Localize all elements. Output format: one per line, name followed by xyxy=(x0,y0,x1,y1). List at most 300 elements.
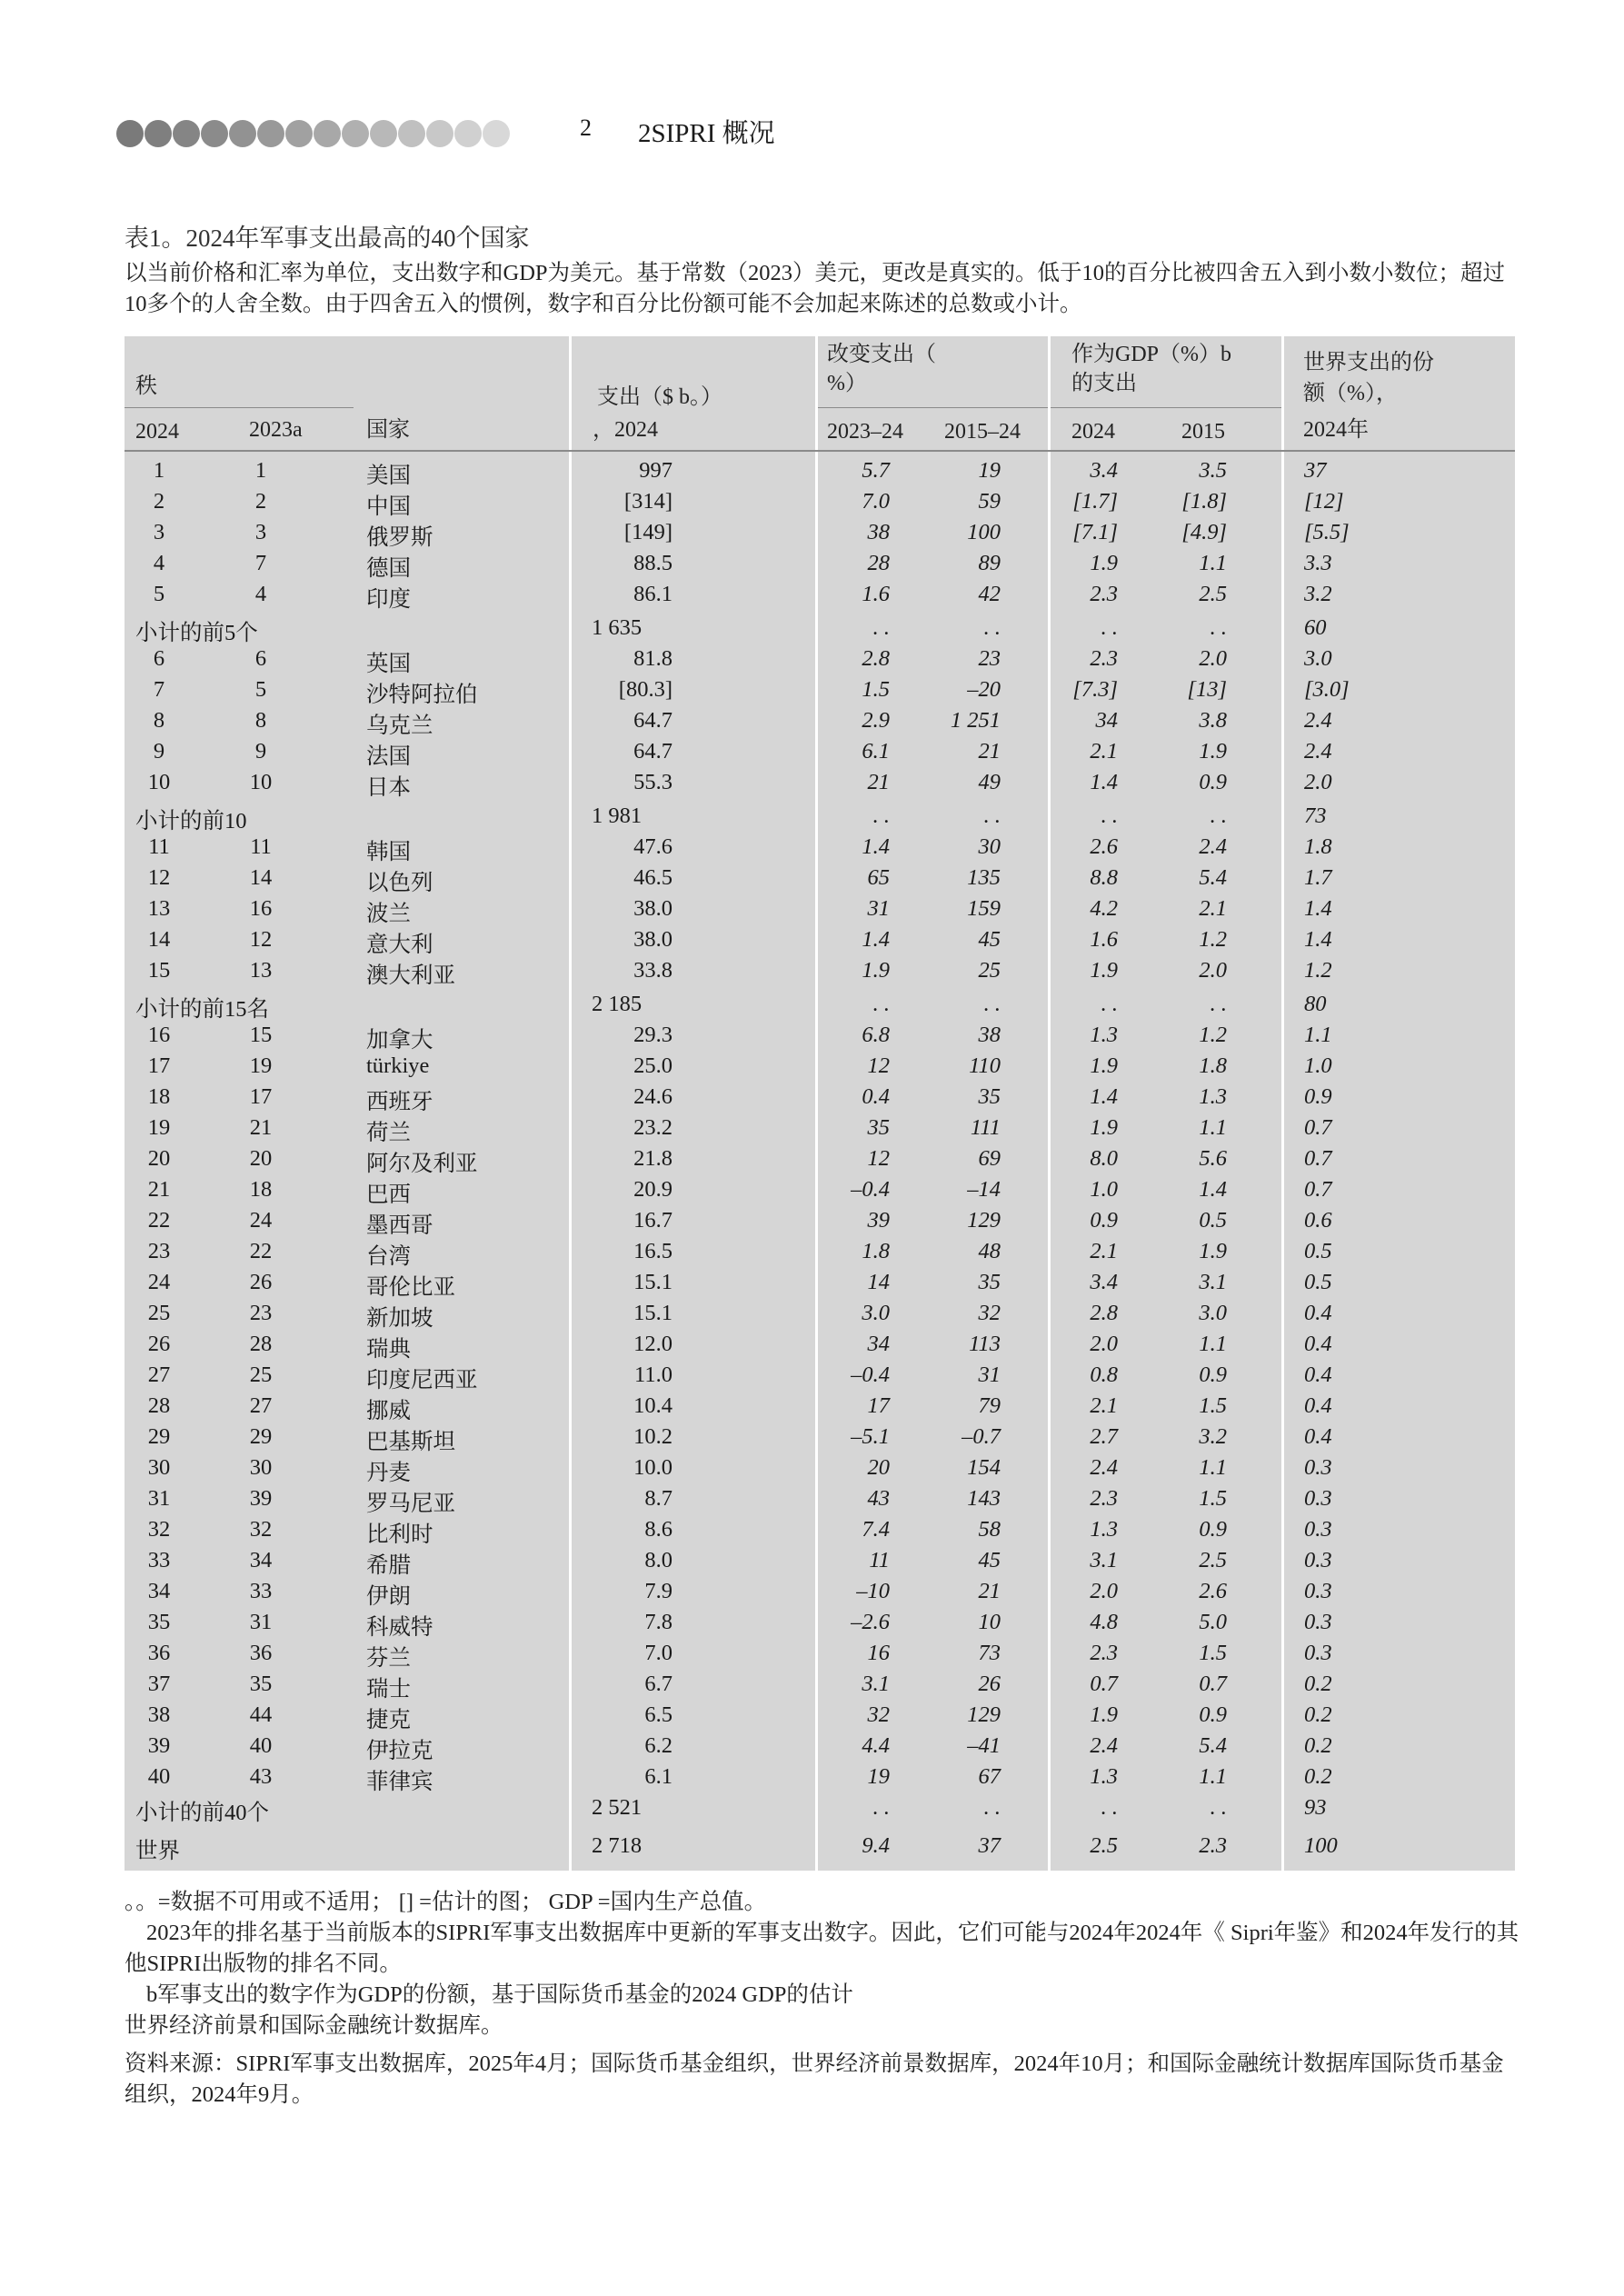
rank-2023: 11 xyxy=(250,834,272,859)
gdp-share-2024: 2.4 xyxy=(1090,1733,1118,1758)
change-2023-24: 32 xyxy=(867,1702,890,1727)
rank-2024: 39 xyxy=(147,1733,171,1758)
country-name: 瑞士 xyxy=(366,1677,411,1702)
table-row xyxy=(125,517,1515,548)
rank-2023: 13 xyxy=(249,958,273,983)
table-row xyxy=(125,486,1515,517)
gdp-share-2015: 5.0 xyxy=(1199,1610,1227,1634)
world-share: 93 xyxy=(1304,1795,1327,1820)
rank-2024: 26 xyxy=(147,1332,171,1356)
rank-2024: 23 xyxy=(147,1239,171,1263)
change-2023-24: 12 xyxy=(867,1053,890,1078)
change-2023-24: 6.1 xyxy=(862,739,890,764)
rank-2024: 27 xyxy=(147,1363,171,1387)
gdp-share-2024: 1.9 xyxy=(1090,1115,1118,1140)
gdp-share-2024: 1.0 xyxy=(1090,1177,1118,1202)
change-2015-24: 48 xyxy=(978,1239,1001,1263)
world-share: 1.4 xyxy=(1304,896,1332,921)
gdp-share-2015: 1.2 xyxy=(1199,1023,1227,1047)
world-share: 0.3 xyxy=(1304,1517,1332,1542)
rank-2023: 7 xyxy=(254,551,267,575)
spending-value: 1 981 xyxy=(592,804,643,828)
country-name: 加拿大 xyxy=(366,1028,433,1053)
spending-value: 1 635 xyxy=(592,615,643,640)
change-2015-24: 21 xyxy=(978,739,1001,764)
header-rule xyxy=(818,407,1048,408)
change-2023-24: 6.8 xyxy=(862,1023,890,1047)
rank-2024: 37 xyxy=(147,1672,171,1696)
change-2023-24: 65 xyxy=(867,865,890,890)
spending-value: 10.2 xyxy=(633,1424,673,1449)
world-share: 0.5 xyxy=(1304,1270,1332,1294)
world-share: 0.3 xyxy=(1304,1641,1332,1665)
world-share: 0.7 xyxy=(1304,1115,1332,1140)
change-2015-24: 42 xyxy=(978,582,1001,606)
table-row xyxy=(125,548,1515,579)
decorative-dot xyxy=(342,120,369,147)
rank-2024: 24 xyxy=(147,1270,171,1294)
change-2015-24: . . xyxy=(983,804,1001,828)
gdp-share-2015: 0.9 xyxy=(1199,1363,1227,1387)
change-2015-24: 30 xyxy=(978,834,1001,859)
change-2015-24: 26 xyxy=(978,1672,1001,1696)
country-name: 菲律宾 xyxy=(366,1770,433,1794)
change-2023-24: –0.4 xyxy=(851,1177,890,1202)
gdp-share-2015: 3.2 xyxy=(1199,1424,1227,1449)
spending-table xyxy=(125,336,1515,1871)
table-row xyxy=(125,1051,1515,1082)
decorative-dot xyxy=(229,120,256,147)
change-2015-24: 110 xyxy=(969,1053,1001,1078)
rank-2023: 35 xyxy=(249,1672,273,1696)
country-name: 罗马尼亚 xyxy=(366,1492,455,1516)
gdp-share-2015: 2.5 xyxy=(1199,1548,1227,1572)
change-2015-24: 45 xyxy=(978,927,1001,952)
spending-value: 21.8 xyxy=(633,1146,673,1171)
change-2015-24: –41 xyxy=(967,1733,1001,1758)
header-spending-line2: ，2024 xyxy=(593,418,658,442)
running-title: 2SIPRI 概况 xyxy=(638,119,775,148)
rank-2023: 40 xyxy=(249,1733,273,1758)
gdp-share-2015: 1.1 xyxy=(1199,1455,1227,1480)
subtotal-label: 世界 xyxy=(135,1839,180,1863)
table-row xyxy=(125,455,1515,486)
change-2015-24: 79 xyxy=(978,1393,1001,1418)
gdp-share-2024: 2.6 xyxy=(1090,834,1118,859)
world-share: 100 xyxy=(1304,1833,1338,1858)
footnote-b-line2: 世界经济前景和国际金融统计数据库。 xyxy=(125,2013,503,2038)
change-2015-24: 10 xyxy=(978,1610,1001,1634)
change-2023-24: –5.1 xyxy=(851,1424,890,1449)
rank-2024: 11 xyxy=(148,834,170,859)
gdp-share-2015: 2.6 xyxy=(1199,1579,1227,1603)
change-2015-24: 58 xyxy=(978,1517,1001,1542)
gdp-share-2024: 2.3 xyxy=(1090,1641,1118,1665)
change-2015-24: –0.7 xyxy=(961,1424,1001,1449)
gdp-share-2015: . . xyxy=(1210,615,1227,640)
header-country: 国家 xyxy=(366,418,410,442)
change-2015-24: 159 xyxy=(967,896,1001,921)
gdp-share-2015: 1.1 xyxy=(1199,1332,1227,1356)
header-share-line3: 2024年 xyxy=(1303,418,1369,442)
gdp-share-2024: 0.8 xyxy=(1090,1363,1118,1387)
header-rank: 秩 xyxy=(135,374,157,398)
gdp-share-2015: [4.9] xyxy=(1181,520,1227,544)
table-row xyxy=(125,955,1515,986)
table-description: 以当前价格和汇率为单位，支出数字和GDP为美元。基于常数（2023）美元，更改是真实的。低于10的百分比被四舍五入到小数小数位；超过10多个的人舍全数。由于四舍五入的惯例，数字和百分比份额可能不会加起来陈述的总数或小计。 xyxy=(125,261,1506,316)
rank-2023: 19 xyxy=(249,1053,273,1078)
spending-value: 47.6 xyxy=(633,834,673,859)
gdp-share-2024: 1.3 xyxy=(1090,1023,1118,1047)
gdp-share-2015: 1.9 xyxy=(1199,739,1227,764)
rank-2023: 3 xyxy=(254,520,267,544)
gdp-share-2024: 2.3 xyxy=(1090,582,1118,606)
rank-2023: 9 xyxy=(254,739,267,764)
table-row xyxy=(125,674,1515,705)
gdp-share-2024: 2.0 xyxy=(1090,1579,1118,1603)
world-share: 3.0 xyxy=(1304,646,1332,671)
world-share: 1.0 xyxy=(1304,1053,1332,1078)
gdp-share-2024: 4.2 xyxy=(1090,896,1118,921)
change-2023-24: 39 xyxy=(867,1208,890,1233)
world-share: [5.5] xyxy=(1304,520,1350,544)
spending-value: 24.6 xyxy=(633,1084,673,1109)
rank-2024: 31 xyxy=(147,1486,171,1511)
rank-2024: 28 xyxy=(147,1393,171,1418)
table-row xyxy=(125,1020,1515,1051)
rank-2024: 13 xyxy=(147,896,171,921)
country-name: 美国 xyxy=(366,464,411,488)
rank-2024: 12 xyxy=(147,865,171,890)
table-row xyxy=(125,736,1515,767)
country-name: 法国 xyxy=(366,744,411,769)
table-row xyxy=(125,1143,1515,1174)
decorative-dot xyxy=(483,120,510,147)
world-share: 0.2 xyxy=(1304,1764,1332,1789)
rank-2023: 44 xyxy=(249,1702,273,1727)
spending-value: 2 521 xyxy=(592,1795,643,1820)
gdp-share-2024: 2.3 xyxy=(1090,646,1118,671)
decorative-dot xyxy=(426,120,453,147)
gdp-share-2024: 34 xyxy=(1095,708,1118,733)
gdp-share-2024: 1.9 xyxy=(1090,551,1118,575)
table-row xyxy=(125,893,1515,924)
rank-2023: 15 xyxy=(249,1023,273,1047)
change-2023-24: 1.4 xyxy=(862,927,890,952)
world-share: 0.4 xyxy=(1304,1393,1332,1418)
change-2023-24: 19 xyxy=(867,1764,890,1789)
table-row xyxy=(125,1731,1515,1762)
decorative-dot xyxy=(257,120,284,147)
change-2015-24: 37 xyxy=(978,1833,1001,1858)
footnote-sources: 资料来源：SIPRI军事支出数据库，2025年4月；国际货币基金组织，世界经济前景数据库，2024年10月；和国际金融统计数据库国际货币基金组织，2024年9月。 xyxy=(125,2051,1504,2107)
change-2023-24: 11 xyxy=(869,1548,890,1572)
header-rank-2023: 2023a xyxy=(249,418,303,442)
change-2023-24: 31 xyxy=(867,896,890,921)
change-2015-24: 154 xyxy=(967,1455,1001,1480)
spending-value: 15.1 xyxy=(633,1270,673,1294)
spending-value: 10.4 xyxy=(633,1393,673,1418)
country-name: 台湾 xyxy=(366,1244,411,1269)
page-number: 2 xyxy=(580,115,592,141)
gdp-share-2015: 1.4 xyxy=(1199,1177,1227,1202)
rank-2023: 22 xyxy=(249,1239,273,1263)
gdp-share-2024: 1.4 xyxy=(1090,1084,1118,1109)
table-row xyxy=(125,1545,1515,1576)
change-2015-24: . . xyxy=(983,615,1001,640)
decorative-dot xyxy=(454,120,482,147)
world-share: 2.4 xyxy=(1304,739,1332,764)
rank-2023: 4 xyxy=(254,582,267,606)
subtotal-row xyxy=(125,1831,1515,1862)
rank-2024: 8 xyxy=(153,708,165,733)
country-name: 巴基斯坦 xyxy=(366,1430,455,1454)
subtotal-label: 小计的前15名 xyxy=(135,997,269,1022)
change-2023-24: 0.4 xyxy=(862,1084,890,1109)
spending-value: 8.0 xyxy=(644,1548,673,1572)
world-share: 1.4 xyxy=(1304,927,1332,952)
change-2023-24: 1.8 xyxy=(862,1239,890,1263)
rank-2024: 15 xyxy=(147,958,171,983)
spending-value: 38.0 xyxy=(633,927,673,952)
rank-2024: 40 xyxy=(147,1764,171,1789)
gdp-share-2024: 1.6 xyxy=(1090,927,1118,952)
table-row xyxy=(125,1329,1515,1360)
rank-2023: 36 xyxy=(249,1641,273,1665)
country-name: 德国 xyxy=(366,556,411,581)
world-share: 0.3 xyxy=(1304,1579,1332,1603)
spending-value: [80.3] xyxy=(618,677,673,702)
change-2023-24: 3.1 xyxy=(862,1672,890,1696)
change-2023-24: 14 xyxy=(867,1270,890,1294)
gdp-share-2015: . . xyxy=(1210,992,1227,1016)
change-2023-24: –10 xyxy=(856,1579,890,1603)
table-title: 表1。2024年军事支出最高的40个国家 xyxy=(125,225,530,252)
rank-2024: 3 xyxy=(153,520,165,544)
gdp-share-2024: 2.1 xyxy=(1090,739,1118,764)
gdp-share-2024: 2.1 xyxy=(1090,1239,1118,1263)
table-row xyxy=(125,1762,1515,1792)
change-2023-24: 35 xyxy=(867,1115,890,1140)
change-2023-24: 1.5 xyxy=(862,677,890,702)
change-2023-24: . . xyxy=(872,804,890,828)
country-name: 澳大利亚 xyxy=(366,963,455,988)
page-header xyxy=(116,109,1480,155)
country-name: 希腊 xyxy=(366,1553,411,1578)
gdp-share-2024: 4.8 xyxy=(1090,1610,1118,1634)
table-row xyxy=(125,1236,1515,1267)
rank-2024: 17 xyxy=(147,1053,171,1078)
rank-2023: 8 xyxy=(254,708,267,733)
table-row xyxy=(125,832,1515,863)
gdp-share-2015: 3.8 xyxy=(1199,708,1227,733)
gdp-share-2015: 5.4 xyxy=(1199,1733,1227,1758)
decorative-dot xyxy=(370,120,397,147)
change-2023-24: 16 xyxy=(867,1641,890,1665)
change-2015-24: 59 xyxy=(978,489,1001,514)
gdp-share-2024: 1.9 xyxy=(1090,958,1118,983)
gdp-share-2024: 8.8 xyxy=(1090,865,1118,890)
change-2015-24: 35 xyxy=(978,1084,1001,1109)
rank-2023: 26 xyxy=(249,1270,273,1294)
gdp-share-2024: 1.4 xyxy=(1090,770,1118,794)
change-2023-24: 1.9 xyxy=(862,958,890,983)
country-name: 日本 xyxy=(366,775,411,800)
change-2015-24: 129 xyxy=(967,1208,1001,1233)
decorative-dot xyxy=(144,120,172,147)
rank-2024: 34 xyxy=(147,1579,171,1603)
world-share: 0.3 xyxy=(1304,1486,1332,1511)
subtotal-label: 小计的前5个 xyxy=(135,621,258,645)
gdp-share-2015: 3.0 xyxy=(1199,1301,1227,1325)
world-share: 0.4 xyxy=(1304,1363,1332,1387)
change-2015-24: 100 xyxy=(967,520,1001,544)
rank-2024: 5 xyxy=(153,582,165,606)
spending-value: 6.1 xyxy=(644,1764,673,1789)
rank-2024: 16 xyxy=(147,1023,171,1047)
header-change-line1: 改变支出（ xyxy=(827,343,936,366)
gdp-share-2015: [1.8] xyxy=(1181,489,1227,514)
header-gdp-line2: 的支出 xyxy=(1071,372,1137,395)
change-2015-24: 135 xyxy=(967,865,1001,890)
spending-value: 25.0 xyxy=(633,1053,673,1078)
header-change-2023-24: 2023–24 xyxy=(827,420,903,444)
change-2023-24: 34 xyxy=(867,1332,890,1356)
spending-value: 11.0 xyxy=(634,1363,673,1387)
country-name: 印度 xyxy=(366,587,411,612)
rank-2023: 12 xyxy=(249,927,273,952)
country-name: 中国 xyxy=(366,494,411,519)
spending-value: 46.5 xyxy=(633,865,673,890)
gdp-share-2024: 3.1 xyxy=(1090,1548,1118,1572)
table-row xyxy=(125,1360,1515,1391)
gdp-share-2024: 1.3 xyxy=(1090,1764,1118,1789)
table-row xyxy=(125,1391,1515,1422)
rank-2024: 18 xyxy=(147,1084,171,1109)
rank-2023: 14 xyxy=(249,865,273,890)
country-name: 波兰 xyxy=(366,902,411,926)
country-name: 伊拉克 xyxy=(366,1739,433,1763)
change-2015-24: 129 xyxy=(967,1702,1001,1727)
world-share: 0.7 xyxy=(1304,1177,1332,1202)
gdp-share-2015: 3.1 xyxy=(1199,1270,1227,1294)
gdp-share-2015: 0.7 xyxy=(1199,1672,1227,1696)
decorative-dot xyxy=(314,120,341,147)
change-2015-24: 111 xyxy=(970,1115,1001,1140)
spending-value: 23.2 xyxy=(633,1115,673,1140)
rank-2024: 20 xyxy=(147,1146,171,1171)
rank-2023: 31 xyxy=(249,1610,273,1634)
world-share: 80 xyxy=(1304,992,1327,1016)
country-name: 哥伦比亚 xyxy=(366,1275,455,1300)
rank-2024: 14 xyxy=(147,927,171,952)
gdp-share-2024: 3.4 xyxy=(1090,458,1118,483)
gdp-share-2015: 0.9 xyxy=(1199,1702,1227,1727)
gdp-share-2024: . . xyxy=(1101,804,1118,828)
change-2015-24: 89 xyxy=(978,551,1001,575)
rank-2024: 32 xyxy=(147,1517,171,1542)
change-2023-24: 28 xyxy=(867,551,890,575)
table-row xyxy=(125,1638,1515,1669)
table-row xyxy=(125,1452,1515,1483)
rank-2023: 43 xyxy=(249,1764,273,1789)
change-2023-24: 43 xyxy=(867,1486,890,1511)
gdp-share-2015: 1.5 xyxy=(1199,1486,1227,1511)
gdp-share-2015: 1.8 xyxy=(1199,1053,1227,1078)
rank-2024: 21 xyxy=(147,1177,171,1202)
decorative-dot xyxy=(285,120,313,147)
table-footnotes xyxy=(125,1887,1524,2111)
world-share: 0.3 xyxy=(1304,1548,1332,1572)
change-2015-24: 49 xyxy=(978,770,1001,794)
world-share: 0.4 xyxy=(1304,1332,1332,1356)
rank-2024: 2 xyxy=(153,489,165,514)
country-name: 墨西哥 xyxy=(366,1213,433,1238)
spending-value: 88.5 xyxy=(633,551,673,575)
change-2015-24: 35 xyxy=(978,1270,1001,1294)
change-2015-24: 73 xyxy=(978,1641,1001,1665)
table-row xyxy=(125,1700,1515,1731)
spending-value: 64.7 xyxy=(633,708,673,733)
rank-2024: 33 xyxy=(147,1548,171,1572)
table-row xyxy=(125,863,1515,893)
world-share: [12] xyxy=(1304,489,1344,514)
change-2015-24: 25 xyxy=(978,958,1001,983)
rank-2023: 33 xyxy=(249,1579,273,1603)
world-share: 2.0 xyxy=(1304,770,1332,794)
change-2015-24: –14 xyxy=(967,1177,1001,1202)
gdp-share-2015: 0.5 xyxy=(1199,1208,1227,1233)
country-name: 瑞典 xyxy=(366,1337,411,1362)
rank-2023: 28 xyxy=(249,1332,273,1356)
change-2015-24: 69 xyxy=(978,1146,1001,1171)
world-share: 37 xyxy=(1304,458,1327,483)
table-row xyxy=(125,1174,1515,1205)
rank-2023: 18 xyxy=(249,1177,273,1202)
change-2015-24: 23 xyxy=(978,646,1001,671)
gdp-share-2015: 2.4 xyxy=(1199,834,1227,859)
gdp-share-2015: 0.9 xyxy=(1199,770,1227,794)
header-share-line2: 额（%）， xyxy=(1303,382,1398,405)
country-name: 意大利 xyxy=(366,933,433,957)
gdp-share-2015: 1.1 xyxy=(1199,551,1227,575)
world-share: 0.5 xyxy=(1304,1239,1332,1263)
gdp-share-2024: . . xyxy=(1101,615,1118,640)
gdp-share-2015: 2.0 xyxy=(1199,958,1227,983)
change-2015-24: . . xyxy=(983,1795,1001,1820)
change-2015-24: . . xyxy=(983,992,1001,1016)
change-2015-24: –20 xyxy=(967,677,1001,702)
country-name: 沙特阿拉伯 xyxy=(366,683,478,707)
spending-value: 7.0 xyxy=(644,1641,673,1665)
spending-value: 38.0 xyxy=(633,896,673,921)
world-share: 73 xyxy=(1304,804,1327,828)
change-2023-24: 12 xyxy=(867,1146,890,1171)
gdp-share-2015: 1.1 xyxy=(1199,1764,1227,1789)
table-row xyxy=(125,1267,1515,1298)
spending-value: 2 718 xyxy=(592,1833,643,1858)
world-share: 3.2 xyxy=(1304,582,1332,606)
rank-2023: 5 xyxy=(254,677,267,702)
spending-value: 15.1 xyxy=(633,1301,673,1325)
country-name: 乌克兰 xyxy=(366,714,433,738)
spending-value: 8.7 xyxy=(644,1486,673,1511)
world-share: 0.4 xyxy=(1304,1424,1332,1449)
spending-value: 6.2 xyxy=(644,1733,673,1758)
subtotal-row xyxy=(125,1792,1515,1823)
header-gdp-line1: 作为GDP（%）b xyxy=(1071,343,1232,366)
change-2023-24: . . xyxy=(872,992,890,1016)
